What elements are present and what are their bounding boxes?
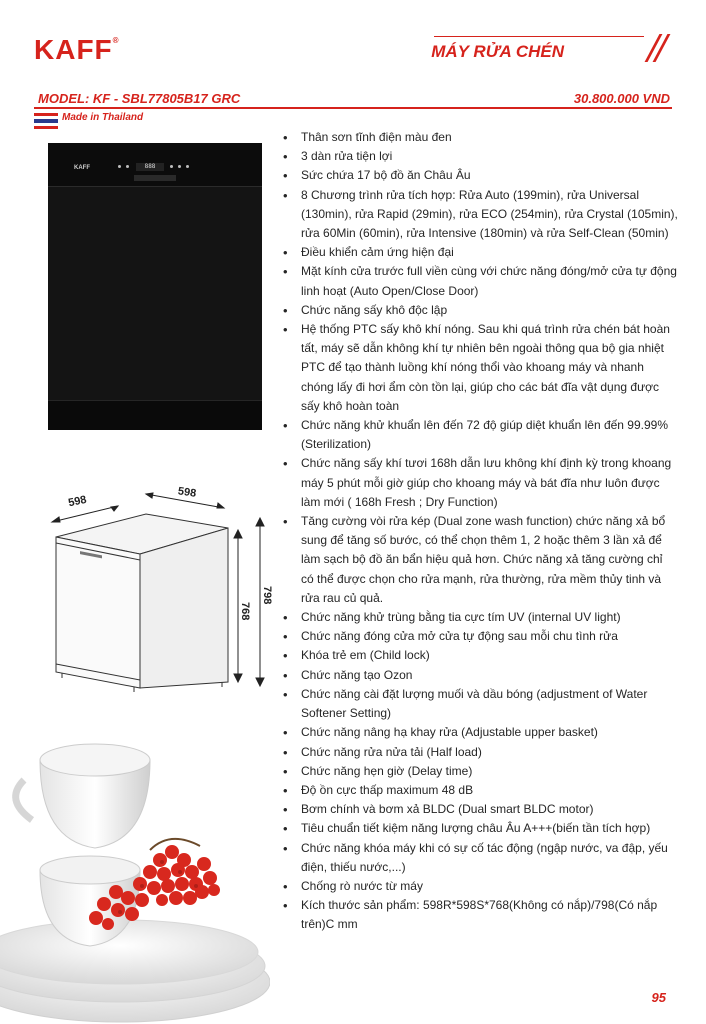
- feature-item: • 3 dàn rửa tiện lợi: [282, 147, 678, 166]
- feature-item: • Bơm chính và bơm xả BLDC (Dual smart BLDC motor): [282, 800, 678, 819]
- model-label: MODEL: KF - SBL77805B17 GRC: [38, 91, 241, 106]
- panel-button-icon: [186, 165, 189, 168]
- feature-item: • Chức năng rửa nửa tải (Half load): [282, 743, 678, 762]
- feature-item: • Mặt kính cửa trước full viền cùng với chức năng đóng/mở cửa tự động linh hoạt (Auto Open/Close Door): [282, 262, 678, 300]
- brand-name: KAFF: [34, 34, 113, 65]
- control-panel: [48, 143, 262, 187]
- dimension-depth-label: 598: [177, 485, 197, 500]
- feature-item: • Chức năng sấy khô độc lập: [282, 301, 678, 320]
- dimension-width-label: 598: [67, 493, 88, 510]
- registered-mark: ®: [112, 36, 120, 45]
- flag-stripe: [34, 126, 58, 129]
- page-number: 95: [651, 990, 666, 1005]
- feature-item: • Chống rò nước từ máy: [282, 877, 678, 896]
- feature-item: • Chức năng nâng hạ khay rửa (Adjustable upper basket): [282, 723, 678, 742]
- feature-item: • Chức năng hẹn giờ (Delay time): [282, 762, 678, 781]
- dimension-height-open-label: 798: [261, 586, 273, 605]
- kick-plate: [48, 400, 262, 430]
- feature-item: • Kích thước sản phẩm: 598R*598S*768(Không có nắp)/798(Có nắp trên)C mm: [282, 896, 678, 934]
- origin-label: Made in Thailand: [62, 112, 144, 123]
- category-rule: [434, 36, 644, 37]
- panel-button-icon: [118, 165, 121, 168]
- feature-item: • Chức năng sấy khí tươi 168h dẫn lưu không khí định kỳ trong khoang máy 5 phút mỗi giờ giúp cho khoang máy và bát đĩa như luôn được làm mới ( 168h Fresh ; Dry Function): [282, 454, 678, 512]
- dishwasher-front-image: [48, 143, 262, 430]
- panel-display: 888: [136, 163, 164, 171]
- category-title: MÁY RỬA CHÉN: [431, 42, 564, 61]
- panel-brand: KAFF: [74, 165, 90, 171]
- feature-item: • Khóa trẻ em (Child lock): [282, 646, 678, 665]
- feature-item: • Hệ thống PTC sấy khô khí nóng. Sau khi quá trình rửa chén bát hoàn tất, máy sẽ dẫn không khí tự nhiên bên ngoài thông qua bộ gia nhiệt PTC để tạo thành luồng khí nóng thổi vào khoang máy và nhanh chóng lấy đi hơi ẩm còn tồn lại, giúp cho các bát đĩa vật dụng được sấy khô hoàn toàn: [282, 320, 678, 416]
- feature-item: • Chức năng khóa máy khi có sự cố tác động (ngập nước, va đập, yếu điện, thiếu nước,...): [282, 839, 678, 877]
- feature-item: • Chức năng đóng cửa mở cửa tự động sau mỗi chu tình rửa: [282, 627, 678, 646]
- feature-item: • Chức năng cài đặt lượng muối và dầu bóng (adjustment of Water Softener Setting): [282, 685, 678, 723]
- feature-item: • Chức năng khử khuẩn lên đến 72 độ giúp diệt khuẩn lên đến 99.99% (Sterilization): [282, 416, 678, 454]
- feature-item: • Điều khiển cảm ứng hiện đại: [282, 243, 678, 262]
- slash-decoration: [653, 34, 671, 62]
- feature-item: • Tăng cường vòi rửa kép (Dual zone wash function) chức năng xả bổ sung để tăng số bước, có thể chọn thêm 1, 2 hoặc thêm 3 lần xả để làm sạch bộ đồ ăn bẩn hiệu quả hơn. Chức năng xả tăng cường chỉ có thể được chọn cho rửa mạnh, rửa thường, rửa mềm thủy tinh và rửa rau củ quả.: [282, 512, 678, 608]
- panel-button-icon: [178, 165, 181, 168]
- feature-item: • Sức chứa 17 bộ đồ ăn Châu Âu: [282, 166, 678, 185]
- feature-item: • Thân sơn tĩnh điện màu đen: [282, 128, 678, 147]
- panel-button-icon: [126, 165, 129, 168]
- feature-item: • Chức năng khử trùng bằng tia cực tím UV (internal UV light): [282, 608, 678, 627]
- panel-button-icon: [170, 165, 173, 168]
- feature-list: [282, 128, 678, 935]
- feature-item: • Chức năng tạo Ozon: [282, 666, 678, 685]
- dishware-decoration-image: [0, 720, 270, 1024]
- feature-item: • Độ ồn cực thấp maximum 48 dB: [282, 781, 678, 800]
- feature-item: • Tiêu chuẩn tiết kiệm năng lượng châu Âu A+++(biến tần tích hợp): [282, 819, 678, 838]
- door-handle: [134, 175, 176, 181]
- model-rule: [34, 107, 672, 109]
- price-label: 30.800.000 VND: [573, 91, 670, 106]
- dimension-diagram: [28, 480, 278, 710]
- thailand-flag-icon: [34, 113, 58, 129]
- feature-item: • 8 Chương trình rửa tích hợp: Rửa Auto (199min), rửa Universal (130min), rửa Rapid (29min), rửa ECO (254min), rửa Crystal (105min), rửa 60Min (60min), rửa Intensive (180min) và rửa Self-Clean (50min): [282, 186, 678, 244]
- kaff-logo: [34, 34, 120, 66]
- dimension-height-closed-label: 768: [239, 602, 251, 621]
